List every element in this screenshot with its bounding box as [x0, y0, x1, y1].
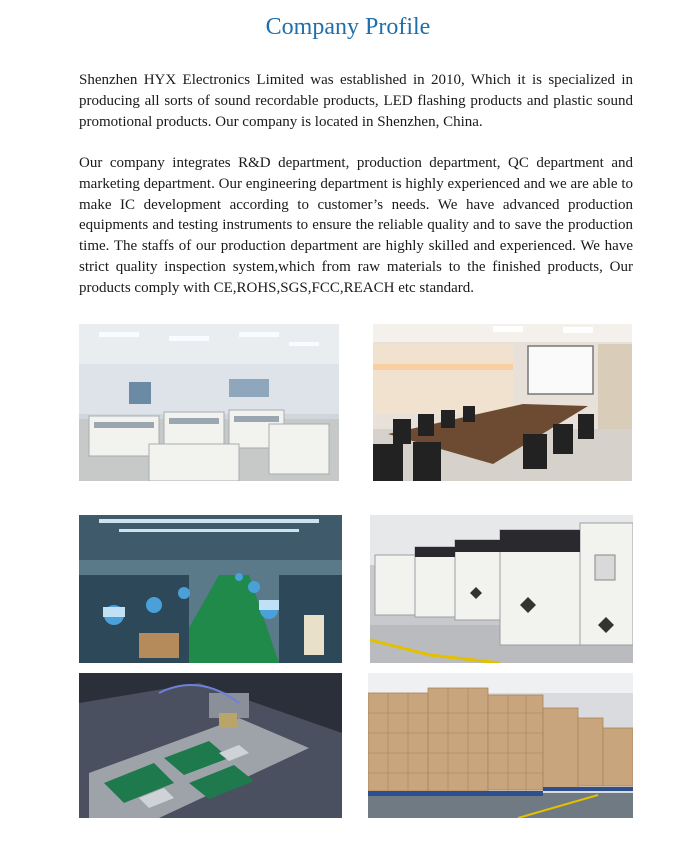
- photo-warehouse-cartons: [368, 673, 633, 818]
- page-title: Company Profile: [265, 14, 431, 40]
- departments-paragraph: Our company integrates R&D department, production department, QC department and marketing department. Our engineering department is highly experienced and we are able to make IC development according to customer’s needs. We have advanced production equipments and testing instruments to ensure the reliable quality and to save the production time. The staffs of our production department are highly skilled and experienced. We have strict quality inspection system,which from raw materials to the finished products, Our products comply with CE,ROHS,SGS,FCC,REACH etc standard.: [79, 155, 633, 296]
- photo-office-cubicles: [79, 324, 339, 481]
- photo-smt-machines: [370, 515, 633, 663]
- photo-pcb-testing-machine: [79, 673, 342, 818]
- intro-paragraph: Shenzhen HYX Electronics Limited was established in 2010, Which it is specialized in producing all sorts of sound recordable products, LED flashing products and plastic sound promotional products. Our company is located in Shenzhen, China.: [79, 72, 633, 130]
- photo-assembly-line: [79, 515, 342, 663]
- photo-meeting-room: [373, 324, 632, 481]
